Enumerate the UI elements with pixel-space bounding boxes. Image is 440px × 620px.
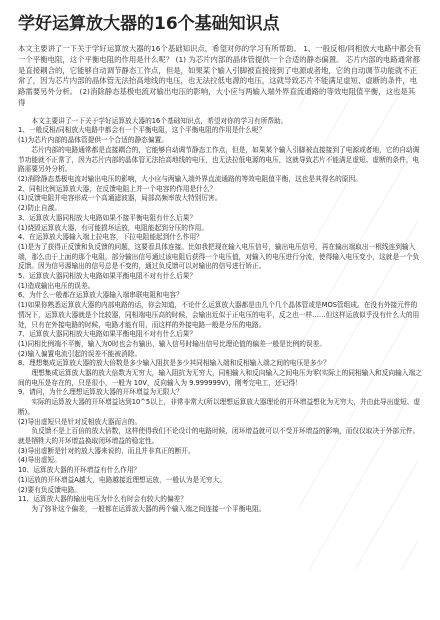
article-paragraph: 11、运算放大器的输出电压为什么有时会有较大的偏差？ (18, 495, 188, 504)
intro-summary: 本文主要讲了一下关于学好运算放大器的16个基础知识点，希望对你的学习有所帮助。 1、一般反相/同相放大电路中都会有一个平衡电阻，这个平衡电阻的作用是什么呢？ (1) 为芯片内部的晶体管提供一个合适的静态偏置。 芯片内部的电路通常都是直接耦合的，它能够自动调节静态工作点，但是，如果某个输入引脚被直接接到了电源或者地，它的自动调节功能就不正常了，因为芯片内部的晶体管无法抬高地线的电压，也无法拉低电源的电压，这就导致芯片不能满足虚短、虚断的条件，电路需要另外分析。 (2)消除静态基极电流对输出电压的影响，大小应与两输入端外界直流通路的等效电阻值平衡，这也是其得 (18, 44, 422, 107)
article-paragraph: (1)为芯片内部的晶体管提供一个合适的静态偏置。 (18, 136, 168, 145)
article-paragraph: 7、运算放大器同相放大电路如果平衡电阻不对有什么后果？ (18, 330, 197, 339)
article-paragraph: (2)消除静态基极电流对输出电压的影响，大小应与两输入端外界直流通路的等效电阻值平衡，这也是其得名的原因。 (18, 175, 362, 183)
article-paragraph: 负反馈不是上百倍的放大倍数，这样使得我们不论设计的电路时候，闭环增益就可以不受开环增益的影响，而仅仅取决于外部元件。就是牺牲大的开环增益换取闭环增益的稳定性。 (18, 427, 420, 445)
article-paragraph: 3、运算放大器同相放大电路如果不接平衡电阻有什么后果？ (18, 213, 197, 222)
article-paragraph: 6、为什么一般都在运算放大器输入端串联电阻和电容？ (18, 291, 183, 300)
article-paragraph: (2)输入偏置电流引起的误差不能被消除。 (18, 349, 142, 358)
article-paragraph: 为了弥补这个偏差，一般都在运算放大器的两个输入端之间连接一个平衡电阻。 (31, 504, 266, 513)
article-paragraph: 1、一般反相/同相放大电路中都会有一个平衡电阻，这个平衡电阻的作用是什么呢？ (18, 126, 266, 135)
article-paragraph: (1)是为了获得正反馈和负反馈的问题，这要看具体连接。比如我把现在输入电压信号，输出电压信号，再在输出端取出一根线连到输入端，那么由于上面的那个电阻，部分输出信号通过该电阻后获得一个电压值，对输入的电压进行分流，使得输入电压变小，这就是一个负反馈。因为信号源输出的信号总是不变的，通过负反馈可以对输出的信号进行矫正。 (18, 242, 420, 271)
page-title: 学好运算放大器的16个基础知识点 (18, 14, 280, 34)
article-paragraph: (1)运放的开环增益A越大，电路越接近理想运放，一般认为是无穷大。 (18, 475, 226, 484)
article-paragraph: (2)导出虚短只是针对反相放大器而言的。 (18, 417, 142, 426)
article-paragraph: 2、同相比例运算放大器，在反馈电阻上并一个电容的作用是什么？ (18, 184, 217, 193)
article-paragraph: (2)要有负反馈电路。 (18, 485, 81, 494)
article-paragraph: (1)造成输出电压的误差。 (18, 281, 95, 290)
article-paragraph: 实际的运算放大器的开环增益达到10^5以上，非常非常大(所以理想运算放大器理论的开环增益想化为无穷大，并由此导出虚短、虚断)。 (18, 398, 421, 416)
article-paragraph: (1)同相比例端不平衡，输入为0时也会有输出，输入信号时输出信号比理论值的偏差一般是比例的误差。 (18, 339, 326, 348)
article-paragraph: 本文主要讲了一下关于学好运算放大器的16个基础知识点，希望对你的学习有所帮助。 (31, 116, 288, 125)
article-paragraph: (3)导出虚断是针对的放大器来说的，而且并非真正的断开。 (18, 446, 195, 455)
article-paragraph: 10、运算放大器的开环增益有什么作用？ (18, 466, 141, 475)
article-paragraph: (1)烧毁运算放大器，有可能损坏运放，电阻能起到分压的作用。 (18, 223, 209, 232)
article-paragraph: (4)导出虚短。 (18, 456, 61, 465)
article-paragraph: 9、请问，为什么理想运算放大器的开环增益为无限大？ (18, 388, 183, 397)
article-paragraph: (1)反馈电阻并电容形成一个高通滤波器，局部高频率放大特别厉害。 (18, 194, 222, 203)
article-body (18, 117, 422, 515)
article-paragraph: (2)防止自激。 (18, 204, 61, 213)
article-paragraph: 芯片内部的电路通常都是直接耦合的，它能够自动调节静态工作点，但是，如果某个输入引脚被直接接到了电源或者地，它的自动调节功能就不正常了，因为芯片内部的晶体管无法抬高地线的电压，也无法拉低电源的电压，这就导致芯片不能满足虚短、虚断的条件，电路需要另外分析。 (18, 145, 420, 174)
article-paragraph: (1)如果你熟悉运算放大器的内部电路的话，你会知道，不论什么运算放大器都是由几个几个晶体管或是MOS管组成。在没有外接元件的情况下，运算放大器就是个比较器，同相端电压高的时候，会输出近似于正电压的电平，反之也一样……但这样运放似乎没有什么大的用处，只有在外接电路的时候，电路才能有用，而这样的外接电路一般是分压的电路。 (18, 301, 420, 329)
article-paragraph: 5、运算放大器同相放大电路如果平衡电阻不对有什么后果？ (18, 272, 197, 281)
article-paragraph: 8、理想集成运算放大器的放大倍数是多少输入阻抗是多少其同相输入端和反相输入端之间的电压是多少？ (18, 359, 330, 368)
article-paragraph: 理想集成运算放大器的放大倍数为无穷大，输入阻抗为无穷大，同相输入和反向输入之间电压为零(实际上的同相输入和反向输入端之间的电压是存在的，只是很小，一般为 10V，反向输入为 9.999999V)，刚考完电工，还记得！ (18, 369, 422, 387)
article-paragraph: 4、在运算放大器输入端上拉电容，下拉电阻能起到什么作用？ (18, 233, 203, 242)
